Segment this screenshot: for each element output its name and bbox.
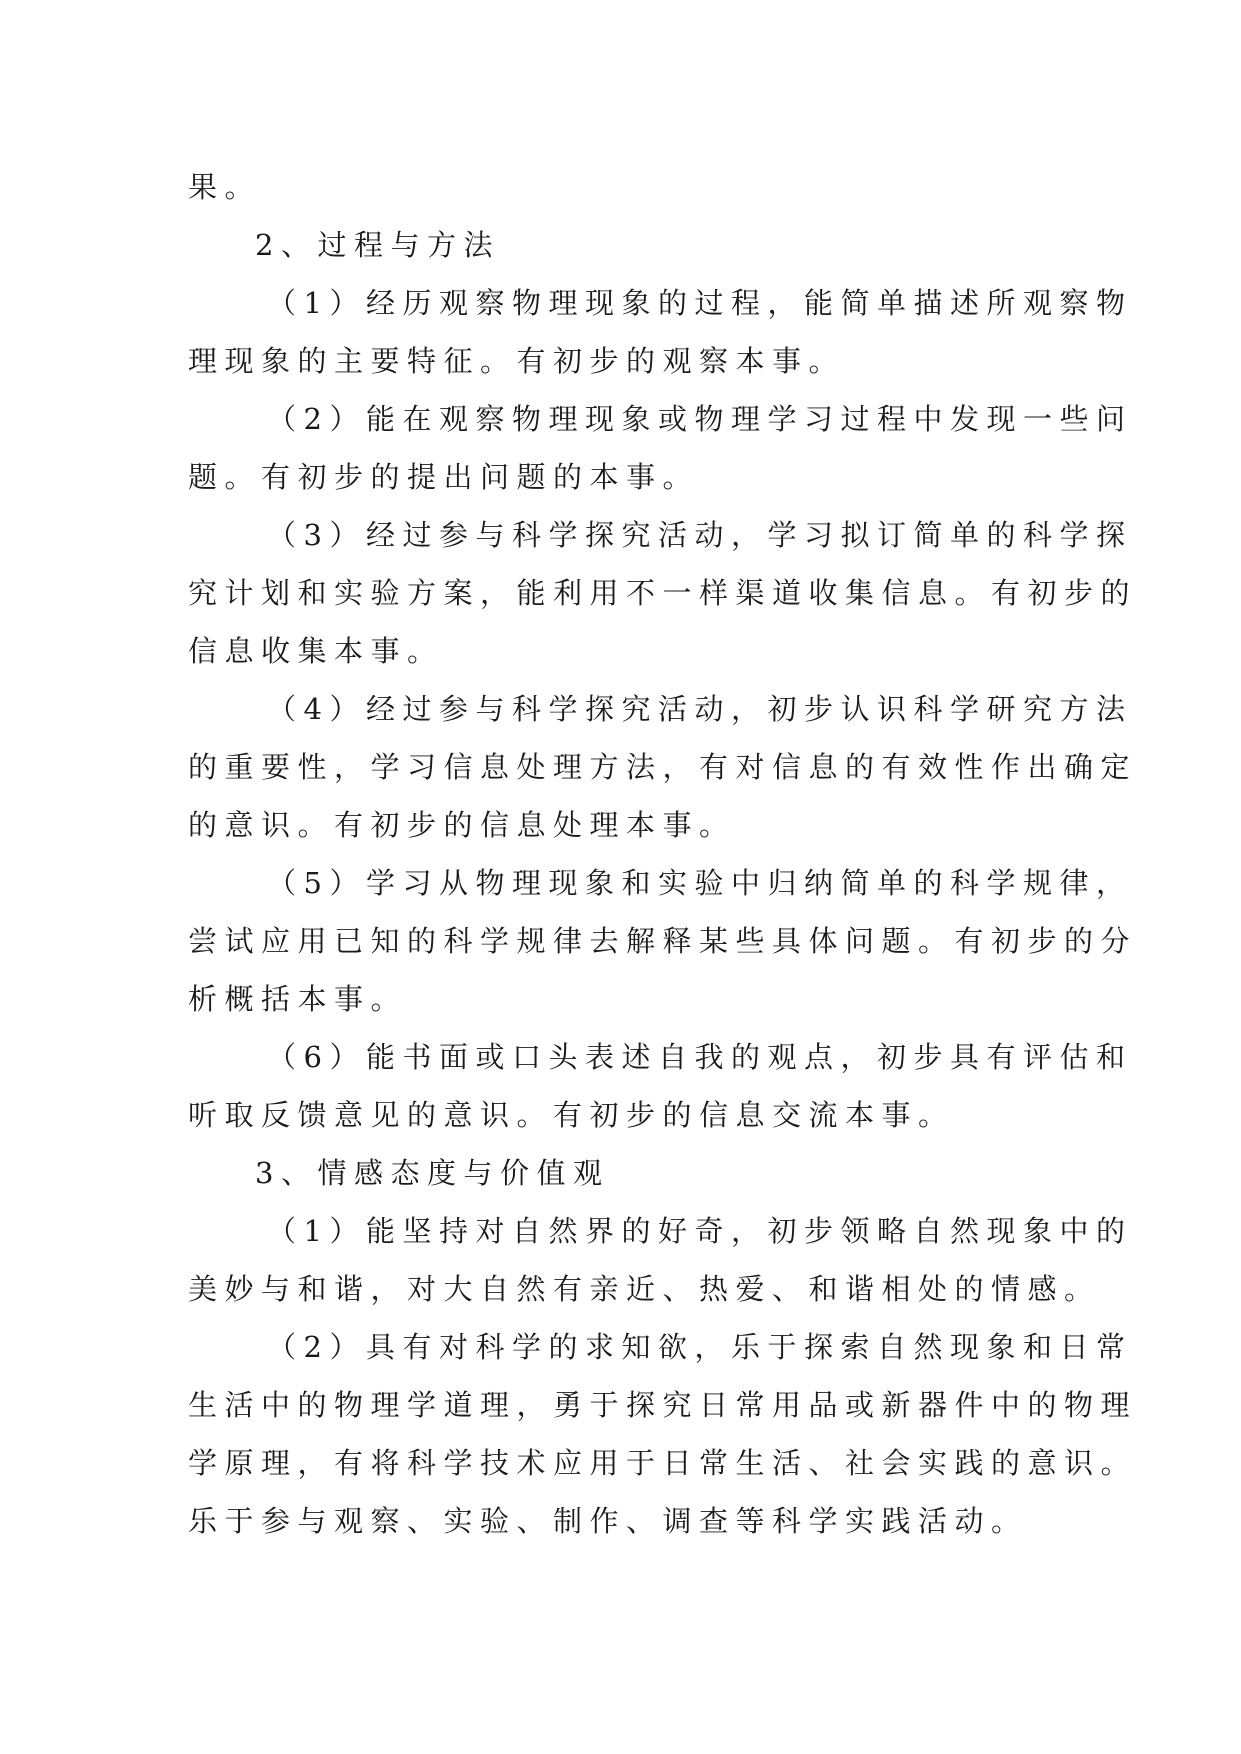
text-line: 的重要性，学习信息处理方法，有对信息的有效性作出确定 <box>188 750 1138 784</box>
text-line: 学原理，有将科学技术应用于日常生活、社会实践的意识。 <box>188 1446 1138 1480</box>
text-line: （2）具有对科学的求知欲，乐于探索自然现象和日常 <box>267 1330 1133 1364</box>
text-line: 析概括本事。 <box>188 982 408 1016</box>
text-line: 尝试应用已知的科学规律去解释某些具体问题。有初步的分 <box>188 924 1138 958</box>
text-line: （5）学习从物理现象和实验中归纳简单的科学规律， <box>267 866 1133 900</box>
text-line: 乐于参与观察、实验、制作、调查等科学实践活动。 <box>188 1504 1028 1538</box>
text-line: 究计划和实验方案，能利用不一样渠道收集信息。有初步的 <box>188 576 1138 610</box>
document-body <box>188 158 1138 1550</box>
text-line: 理现象的主要特征。有初步的观察本事。 <box>188 344 846 378</box>
text-line: 3、情感态度与价值观 <box>255 1156 610 1190</box>
text-line: （2）能在观察物理现象或物理学习过程中发现一些问 <box>267 402 1133 436</box>
text-line: （1）能坚持对自然界的好奇，初步领略自然现象中的 <box>267 1214 1133 1248</box>
text-line: 美妙与和谐，对大自然有亲近、热爱、和谐相处的情感。 <box>188 1272 1101 1306</box>
text-line: （6）能书面或口头表述自我的观点，初步具有评估和 <box>267 1040 1133 1074</box>
text-line: 听取反馈意见的意识。有初步的信息交流本事。 <box>188 1098 955 1132</box>
text-line: 生活中的物理学道理，勇于探究日常用品或新器件中的物理 <box>188 1388 1138 1422</box>
text-line: （3）经过参与科学探究活动，学习拟订简单的科学探 <box>267 518 1133 552</box>
text-line: （1）经历观察物理现象的过程，能简单描述所观察物 <box>267 286 1133 320</box>
text-line: 的意识。有初步的信息处理本事。 <box>188 808 736 842</box>
text-line: 信息收集本事。 <box>188 634 444 668</box>
text-line: 果。 <box>188 170 262 204</box>
text-line: 2、过程与方法 <box>255 228 500 262</box>
text-line: （4）经过参与科学探究活动，初步认识科学研究方法 <box>267 692 1133 726</box>
text-line: 题。有初步的提出问题的本事。 <box>188 460 700 494</box>
